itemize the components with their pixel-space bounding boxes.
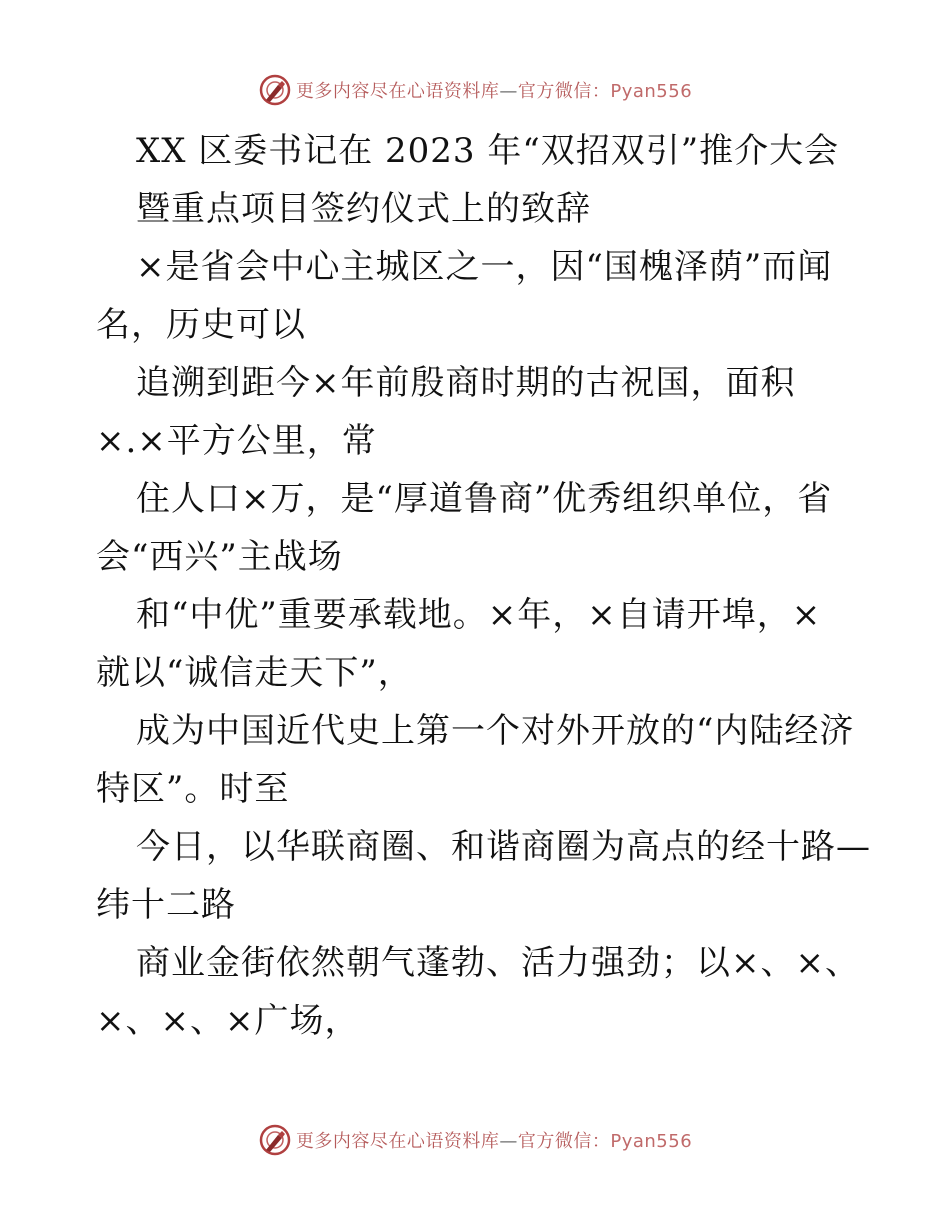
banner-separator: — (499, 1131, 518, 1152)
banner-text (296, 77, 692, 103)
title-line-2: 暨重点项目签约仪式上的致辞 (136, 189, 591, 229)
banner-wechat-label: 官方微信： (517, 81, 611, 102)
banner-text (296, 1127, 692, 1153)
banner-main-text: 更多内容尽在心语资料库 (295, 81, 500, 102)
banner-separator: — (499, 81, 518, 102)
banner-main-text: 更多内容尽在心语资料库 (295, 1131, 500, 1152)
document-body (96, 122, 871, 1050)
pen-logo-icon (258, 1123, 292, 1157)
paragraph-line: 成为中国近代史上第一个对外开放的“内陆经济 (136, 711, 855, 751)
pen-logo-icon (258, 73, 292, 107)
paragraph-line: 今日，以华联商圈、和谐商圈为高点的经十路— (136, 827, 871, 867)
paragraph-line: 住人口×万，是“厚道鲁商”优秀组织单位，省 (136, 479, 833, 519)
paragraph-line: 会“西兴”主战场 (96, 537, 343, 577)
footer-banner (0, 1120, 950, 1160)
paragraph-line: 纬十二路 (96, 885, 236, 925)
paragraph-line: ×、×、×广场， (96, 1001, 360, 1041)
paragraph-line: ×是省会中心主城区之一，因“国槐泽荫”而闻 (136, 247, 833, 287)
paragraph-line: 就以“诚信走天下”， (96, 653, 413, 693)
banner-wechat-id: Pyan556 (610, 81, 693, 102)
paragraph-line: 追溯到距今×年前殷商时期的古祝国，面积 (136, 363, 796, 403)
header-banner (0, 70, 950, 110)
paragraph-line: 和“中优”重要承载地。×年，×自请开埠，× (136, 595, 822, 635)
title-line-1: XX 区委书记在 2023 年“双招双引”推介大会 (136, 131, 840, 171)
paragraph-line: 特区”。时至 (96, 769, 290, 809)
paragraph-line: 商业金街依然朝气蓬勃、活力强劲；以×、×、 (136, 943, 860, 983)
paragraph-line: 名，历史可以 (96, 305, 306, 345)
paragraph-line: ×.×平方公里，常 (96, 421, 377, 461)
banner-wechat-id: Pyan556 (610, 1131, 693, 1152)
banner-wechat-label: 官方微信： (517, 1131, 611, 1152)
